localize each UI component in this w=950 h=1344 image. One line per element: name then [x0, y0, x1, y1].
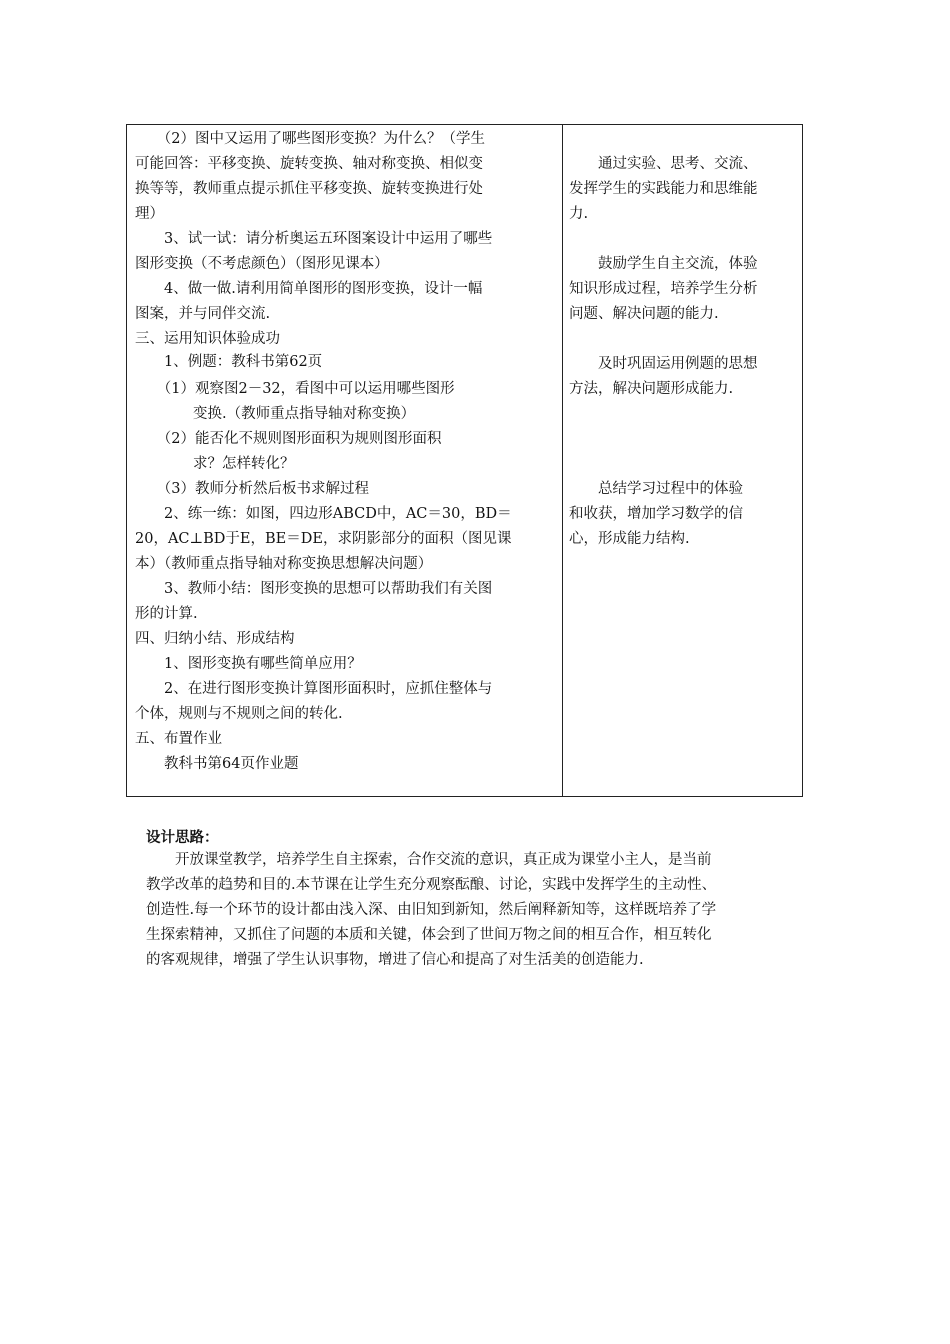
process-line: 2、练一练：如图，四边形ABCD中，AC＝30，BD＝ — [135, 506, 512, 522]
intent-line: 和收获，增加学习数学的信 — [569, 506, 743, 522]
intent-line: 方法，解决问题形成能力. — [569, 381, 734, 397]
intent-line: 力. — [569, 206, 589, 222]
intent-line: 通过实验、思考、交流、 — [569, 156, 758, 172]
intent-line: 鼓励学生自主交流，体验 — [569, 256, 758, 272]
process-line: 3、试一试：请分析奥运五环图案设计中运用了哪些 — [135, 231, 493, 247]
section-heading: 四、归纳小结、形成结构 — [135, 631, 295, 647]
process-line: 3、教师小结：图形变换的思想可以帮助我们有关图 — [135, 581, 493, 597]
intent-line: 发挥学生的实践能力和思维能 — [569, 181, 758, 197]
notes-line: 教学改革的趋势和目的.本节课在让学生充分观察酝酿、讨论，实践中发挥学生的主动性、 — [146, 877, 717, 893]
process-line: （2）图中又运用了哪些图形变换？为什么？（学生 — [135, 131, 485, 147]
notes-line: 的客观规律，增强了学生认识事物，增进了信心和提高了对生活美的创造能力. — [146, 952, 644, 968]
section-heading: 三、运用知识体验成功 — [135, 331, 280, 347]
process-line: 图形变换（不考虑颜色）（图形见课本） — [135, 256, 389, 272]
process-line: 变换.（教师重点指导轴对称变换） — [135, 406, 416, 422]
intent-line: 及时巩固运用例题的思想 — [569, 356, 758, 372]
process-line: 1、例题：教科书第62页 — [135, 354, 323, 370]
process-line: 图案，并与同伴交流. — [135, 306, 271, 322]
process-line: （1）观察图2－32，看图中可以运用哪些图形 — [135, 381, 455, 397]
process-line: 换等等，教师重点提示抓住平移变换、旋转变换进行处 — [135, 181, 483, 197]
notes-line: 生探索精神，又抓住了问题的本质和关键，体会到了世间万物之间的相互合作，相互转化 — [146, 927, 712, 943]
process-line: （2）能否化不规则图形面积为规则图形面积 — [135, 431, 442, 447]
column-divider — [562, 125, 563, 796]
process-line: （3）教师分析然后板书求解过程 — [135, 481, 369, 497]
process-line: 4、做一做.请利用简单图形的图形变换，设计一幅 — [135, 281, 483, 297]
process-line: 教科书第64页作业题 — [135, 756, 299, 772]
process-line: 2、在进行图形变换计算图形面积时，应抓住整体与 — [135, 681, 493, 697]
intent-line: 知识形成过程，培养学生分析 — [569, 281, 758, 297]
process-line: 形的计算. — [135, 606, 198, 622]
intent-line: 问题、解决问题的能力. — [569, 306, 719, 322]
process-line: 求？怎样转化？ — [135, 456, 295, 472]
process-line: 个体，规则与不规则之间的转化. — [135, 706, 343, 722]
intent-line: 总结学习过程中的体验 — [569, 481, 743, 497]
process-line: 1、图形变换有哪些简单应用？ — [135, 656, 362, 672]
process-line: 20，AC⊥BD于E，BE＝DE，求阴影部分的面积（图见课 — [135, 531, 512, 547]
notes-line: 开放课堂教学，培养学生自主探索，合作交流的意识，真正成为课堂小主人，是当前 — [146, 852, 712, 868]
notes-line: 创造性.每一个环节的设计都由浅入深、由旧知到新知，然后阐释新知等，这样既培养了学 — [146, 902, 717, 918]
section-heading: 五、布置作业 — [135, 731, 222, 747]
process-line: 理） — [135, 206, 164, 222]
design-notes-title: 设计思路： — [146, 830, 219, 846]
process-line: 本）（教师重点指导轴对称变换思想解决问题） — [135, 556, 433, 572]
lesson-plan-table — [126, 124, 803, 797]
process-line: 可能回答：平移变换、旋转变换、轴对称变换、相似变 — [135, 156, 483, 172]
intent-line: 心，形成能力结构. — [569, 531, 690, 547]
